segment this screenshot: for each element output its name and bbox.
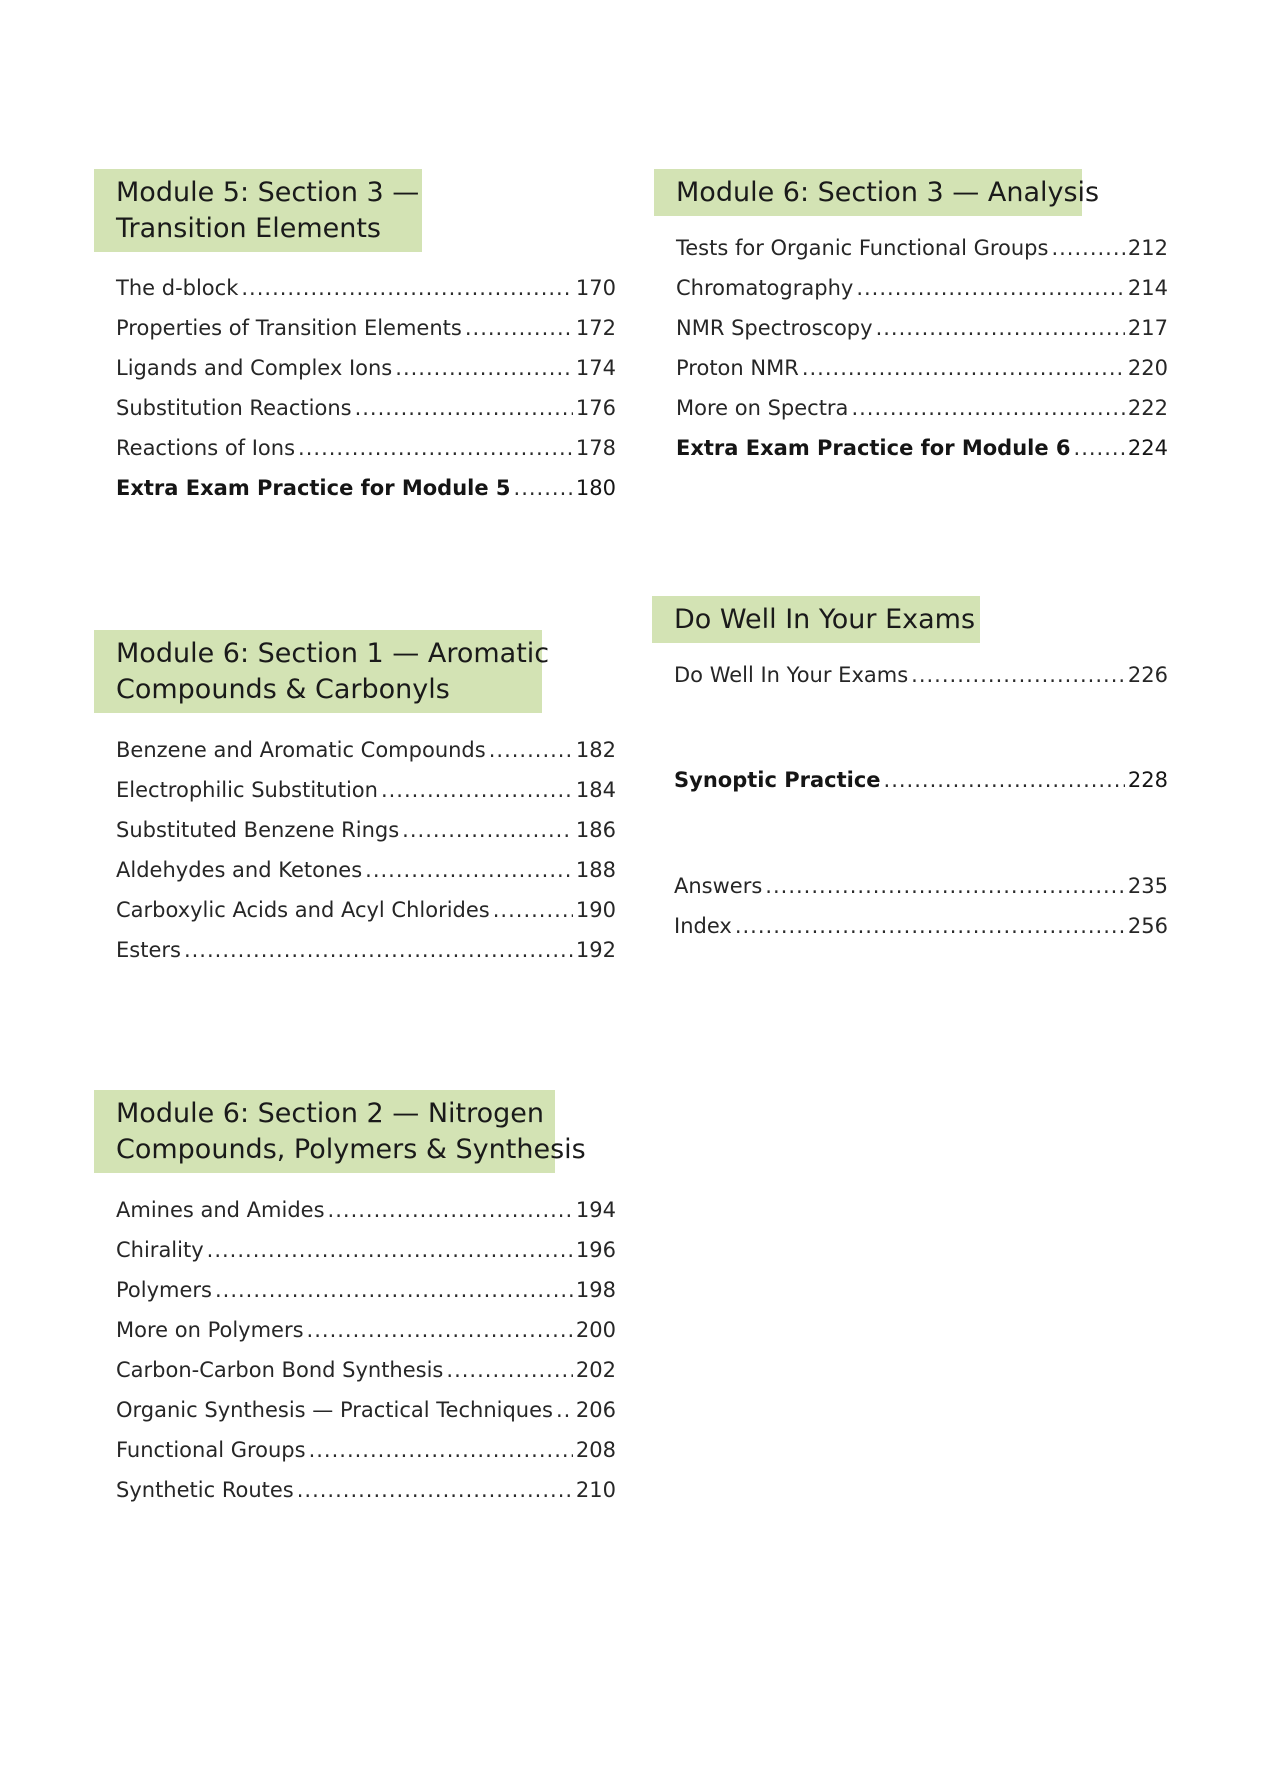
section-heading [94, 630, 550, 713]
toc-entries [94, 1190, 616, 1510]
toc-entry[interactable] [116, 1190, 616, 1230]
toc-entry-title: Chromatography [676, 276, 854, 300]
toc-entry-answers[interactable] [674, 866, 1168, 906]
leader-dots [207, 1230, 573, 1270]
leader-dots [298, 428, 573, 468]
section-module6-section3 [654, 169, 1168, 468]
section-module5-section3 [94, 169, 616, 508]
back-matter-block [674, 866, 1168, 946]
toc-entry-page: 222 [1127, 396, 1168, 420]
toc-entry-exam-practice[interactable] [116, 468, 616, 508]
toc-entry-title: Substituted Benzene Rings [116, 818, 400, 842]
toc-entry-title: More on Polymers [116, 1318, 304, 1342]
toc-entry-page: 186 [575, 818, 616, 842]
toc-entries [94, 268, 616, 508]
toc-entry-page: 210 [575, 1478, 616, 1502]
section-heading [654, 169, 1100, 216]
toc-entry-title: Ligands and Complex Ions [116, 356, 393, 380]
toc-entries [654, 228, 1168, 468]
toc-entry[interactable] [116, 1390, 616, 1430]
section-heading [652, 596, 980, 643]
toc-entry-title: Synthetic Routes [116, 1478, 294, 1502]
toc-entry-title: Polymers [116, 1278, 212, 1302]
toc-entry-page: 226 [1127, 663, 1168, 687]
leader-dots [465, 308, 573, 348]
section-module6-section2 [94, 1090, 616, 1510]
leader-dots [884, 760, 1125, 800]
section-module6-section1 [94, 630, 616, 970]
section-heading-line: Module 6: Section 2 — Nitrogen [116, 1098, 545, 1129]
toc-entry-page: 182 [575, 738, 616, 762]
toc-entry-page: 194 [575, 1198, 616, 1222]
toc-entry[interactable] [116, 268, 616, 308]
toc-entry[interactable] [116, 810, 616, 850]
toc-entry-title: Synoptic Practice [674, 768, 881, 792]
toc-entry-title: Electrophilic Substitution [116, 778, 378, 802]
toc-entry-page: 235 [1127, 874, 1168, 898]
toc-entry-title: Tests for Organic Functional Groups [676, 236, 1049, 260]
toc-entry[interactable] [676, 308, 1168, 348]
toc-entry-title: Aldehydes and Ketones [116, 858, 363, 882]
toc-entry-title: Organic Synthesis — Practical Techniques [116, 1398, 553, 1422]
toc-entry-page: 212 [1127, 236, 1168, 260]
toc-entry-index[interactable] [674, 906, 1168, 946]
toc-entry-title: More on Spectra [676, 396, 849, 420]
toc-entry-page: 256 [1127, 914, 1168, 938]
leader-dots [489, 730, 573, 770]
toc-entry-page: 206 [575, 1398, 616, 1422]
toc-entry-title: Chirality [116, 1238, 204, 1262]
toc-entry-page: 180 [575, 476, 616, 500]
synoptic-practice-block [674, 760, 1168, 800]
toc-entry[interactable] [116, 1470, 616, 1510]
section-heading-line: Module 6: Section 1 — Aromatic [116, 638, 550, 669]
toc-entry-page: 178 [575, 436, 616, 460]
leader-dots [911, 655, 1125, 695]
toc-entry[interactable] [116, 770, 616, 810]
leader-dots [1051, 228, 1124, 268]
toc-entry-title: Do Well In Your Exams [674, 663, 909, 687]
toc-entry-page: 228 [1127, 768, 1168, 792]
toc-entry-title: Properties of Transition Elements [116, 316, 462, 340]
toc-entry-title: Functional Groups [116, 1438, 306, 1462]
leader-dots [802, 348, 1125, 388]
toc-entry-page: 172 [575, 316, 616, 340]
toc-entry[interactable] [116, 348, 616, 388]
section-heading [94, 1090, 586, 1173]
toc-entry[interactable] [116, 1350, 616, 1390]
leader-dots [514, 468, 573, 508]
toc-entry-page: 208 [575, 1438, 616, 1462]
toc-entry-page: 190 [575, 898, 616, 922]
leader-dots [215, 1270, 573, 1310]
section-heading [94, 169, 422, 252]
section-heading-line: Do Well In Your Exams [674, 604, 976, 635]
toc-entry[interactable] [116, 1430, 616, 1470]
leader-dots [446, 1350, 573, 1390]
toc-entry-synoptic-practice[interactable] [674, 760, 1168, 800]
section-heading-line: Module 6: Section 3 — Analysis [676, 177, 1100, 208]
toc-entry-page: 214 [1127, 276, 1168, 300]
toc-entry-page: 184 [575, 778, 616, 802]
toc-entry-page: 220 [1127, 356, 1168, 380]
toc-entry-page: 192 [575, 938, 616, 962]
toc-entry-page: 202 [575, 1358, 616, 1382]
toc-entry-title: Proton NMR [676, 356, 799, 380]
leader-dots [381, 770, 573, 810]
toc-entry-exam-practice[interactable] [676, 428, 1168, 468]
toc-entry[interactable] [116, 308, 616, 348]
leader-dots [556, 1390, 573, 1430]
toc-entry-page: 217 [1127, 316, 1168, 340]
section-do-well-in-your-exams [652, 596, 1168, 695]
leader-dots [402, 810, 573, 850]
toc-entry-page: 176 [575, 396, 616, 420]
toc-entry[interactable] [676, 228, 1168, 268]
toc-entry-title: Extra Exam Practice for Module 6 [676, 436, 1071, 460]
leader-dots [307, 1310, 573, 1350]
toc-entry[interactable] [116, 930, 616, 970]
toc-entry[interactable] [116, 850, 616, 890]
leader-dots [241, 268, 573, 308]
section-heading-line: Transition Elements [116, 213, 382, 244]
toc-entries [652, 655, 1168, 695]
leader-dots [765, 866, 1125, 906]
section-heading-line: Compounds, Polymers & Synthesis [116, 1134, 586, 1165]
toc-entry-title: Substitution Reactions [116, 396, 352, 420]
toc-entry[interactable] [116, 1230, 616, 1270]
toc-entries [94, 730, 616, 970]
toc-entry-title: Answers [674, 874, 763, 898]
section-heading-line: Compounds & Carbonyls [116, 674, 450, 705]
toc-entry[interactable] [674, 655, 1168, 695]
leader-dots [355, 388, 573, 428]
toc-entry-page: 224 [1127, 436, 1168, 460]
leader-dots [395, 348, 573, 388]
leader-dots [876, 308, 1125, 348]
toc-entry-page: 196 [575, 1238, 616, 1262]
toc-entry-title: Reactions of Ions [116, 436, 296, 460]
leader-dots [309, 1430, 573, 1470]
toc-entry-title: Index [674, 914, 732, 938]
toc-entry-title: Extra Exam Practice for Module 5 [116, 476, 511, 500]
toc-entry-page: 198 [575, 1278, 616, 1302]
toc-entry-page: 200 [575, 1318, 616, 1342]
toc-entry-page: 188 [575, 858, 616, 882]
toc-entry[interactable] [116, 730, 616, 770]
toc-entry-title: Carbon-Carbon Bond Synthesis [116, 1358, 444, 1382]
toc-entry-title: Carboxylic Acids and Acyl Chlorides [116, 898, 490, 922]
toc-entry[interactable] [676, 268, 1168, 308]
leader-dots [851, 388, 1124, 428]
toc-entry-title: The d-block [116, 276, 239, 300]
toc-entry-page: 174 [575, 356, 616, 380]
leader-dots [365, 850, 573, 890]
toc-entry-title: Benzene and Aromatic Compounds [116, 738, 486, 762]
toc-entry[interactable] [116, 1310, 616, 1350]
leader-dots [1074, 428, 1125, 468]
toc-entry-title: Esters [116, 938, 181, 962]
toc-entry-title: Amines and Amides [116, 1198, 325, 1222]
leader-dots [328, 1190, 573, 1230]
leader-dots [297, 1470, 573, 1510]
section-heading-line: Module 5: Section 3 — [116, 177, 420, 208]
toc-entry[interactable] [116, 388, 616, 428]
toc-entry-page: 170 [575, 276, 616, 300]
toc-entry[interactable] [116, 428, 616, 468]
leader-dots [735, 906, 1125, 946]
toc-entry[interactable] [116, 1270, 616, 1310]
toc-entry-title: NMR Spectroscopy [676, 316, 873, 340]
toc-entry[interactable] [676, 388, 1168, 428]
leader-dots [856, 268, 1125, 308]
toc-entry[interactable] [116, 890, 616, 930]
leader-dots [493, 890, 573, 930]
toc-entry[interactable] [676, 348, 1168, 388]
leader-dots [184, 930, 573, 970]
